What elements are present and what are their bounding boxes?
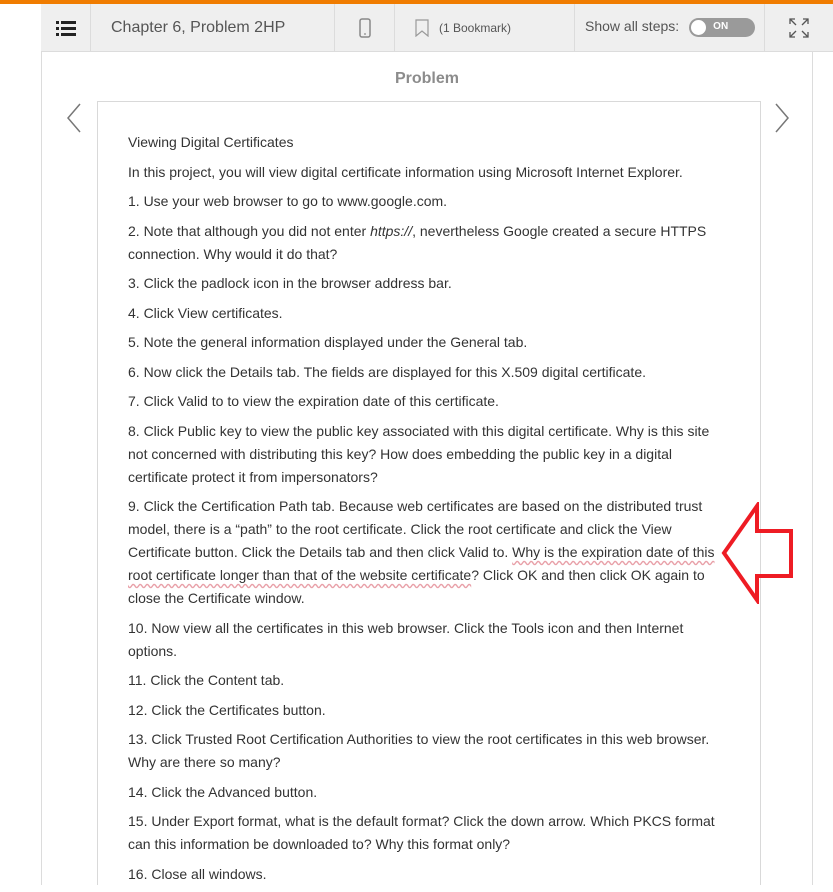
step-3: 3. Click the padlock icon in the browser address bar.	[128, 275, 452, 291]
chapter-problem-title: Chapter 6, Problem 2HP	[91, 4, 335, 51]
step-10: 10. Now view all the certificates in this web browser. Click the Tools icon and then Internet options.	[128, 619, 684, 659]
step-2-italic: https://	[370, 222, 413, 239]
step-1: 1. Use your web browser to go to www.google.com.	[128, 193, 448, 209]
problem-content	[128, 131, 728, 892]
step-7: 7. Click Valid to to view the expiration date of this certificate.	[128, 393, 499, 409]
expand-icon	[789, 18, 809, 38]
problem-heading: Viewing Digital Certificates	[128, 134, 294, 150]
show-all-steps	[575, 4, 765, 51]
show-all-steps-label: Show all steps:	[585, 18, 680, 34]
step-9-text-end: ? Click OK and then click OK again to close the Certificate window.	[128, 567, 705, 606]
step-5: 5. Note the general information displayed under the General tab.	[128, 334, 528, 350]
bookmark-button[interactable]	[395, 4, 575, 51]
step-9-highlighted-question: Why is the expiration date of this root certificate longer than that of the website certificate	[128, 544, 715, 583]
mobile-view-button[interactable]	[335, 4, 395, 51]
step-2-text: 2. Note that although you did not enter	[128, 222, 371, 239]
step-14: 14. Click the Advanced button.	[128, 783, 318, 800]
red-arrow-annotation-icon	[720, 502, 795, 604]
step-4: 4. Click View certificates.	[128, 304, 283, 321]
step-16: 16. Close all windows.	[128, 865, 267, 882]
step-9-text: 9. Click the Certification Path tab. Because web certificates are based on the distributed trust model, there is a “path” to the root certificate. Click the root certificate and click the View Certificate button. Click the Details tab and then click Valid to.	[128, 498, 703, 560]
step-9	[128, 495, 728, 610]
toolbar	[41, 4, 833, 52]
table-of-contents-button[interactable]	[41, 4, 91, 51]
chevron-right-icon[interactable]	[772, 101, 792, 135]
problem-intro: In this project, you will view digital certificate information using Microsoft Internet Explorer.	[128, 163, 683, 180]
fullscreen-button[interactable]	[765, 4, 833, 51]
step-11: 11. Click the Content tab.	[128, 672, 285, 688]
show-all-steps-toggle[interactable]	[689, 18, 755, 37]
toggle-state: ON	[713, 21, 729, 32]
step-12: 12. Click the Certificates button.	[128, 701, 326, 718]
mobile-phone-icon	[359, 18, 371, 38]
step-8: 8. Click Public key to view the public key associated with this digital certificate. Why is this site not concerned with distributing this key? How does embedding the public key in a digital certificate protect it from impersonators?	[128, 422, 710, 485]
step-6: 6. Now click the Details tab. The fields are displayed for this X.509 digital certificate.	[128, 363, 646, 380]
section-title: Problem	[394, 70, 459, 87]
step-2-text-end: , nevertheless Google created a secure HTTPS connection. Why would it do that?	[128, 222, 707, 262]
step-13: 13. Click Trusted Root Certification Authorities to view the root certificates in this web browser. Why are there so many?	[128, 731, 710, 770]
list-icon	[56, 20, 76, 36]
bookmark-count: (1 Bookmark)	[439, 20, 512, 35]
bookmark-icon	[415, 19, 429, 37]
step-15: 15. Under Export format, what is the default format? Click the down arrow. Which PKCS format can this information be downloaded to? Why this format only?	[128, 813, 715, 852]
toggle-knob	[691, 20, 706, 35]
step-2	[128, 220, 728, 266]
chevron-left-icon[interactable]	[64, 101, 84, 135]
